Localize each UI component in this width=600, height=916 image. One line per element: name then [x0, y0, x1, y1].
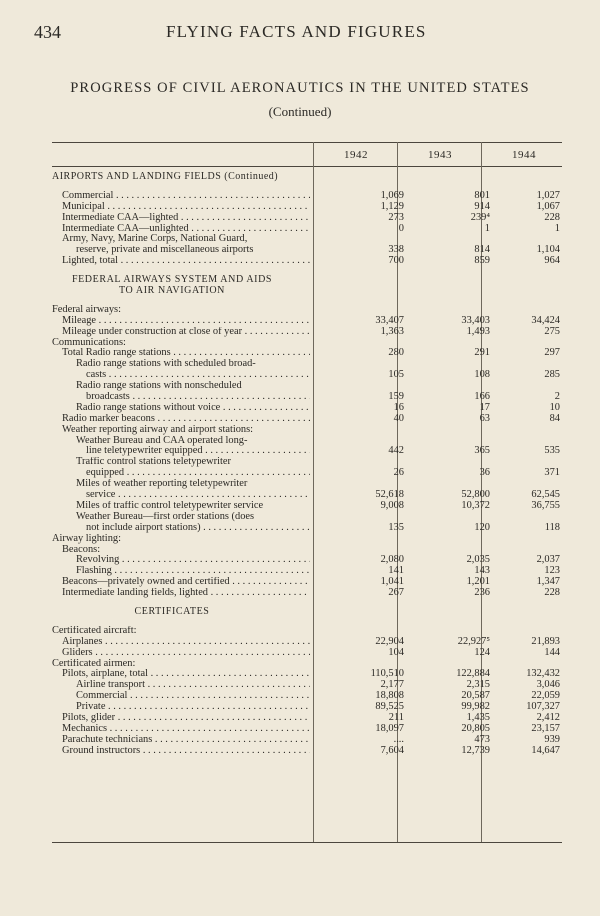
- cell-1943: 239⁴: [470, 211, 490, 223]
- row-label: Army, Navy, Marine Corps, National Guard,: [62, 234, 248, 245]
- table-row: [52, 534, 562, 545]
- table-row: [52, 348, 562, 359]
- cell-1943: 17: [479, 401, 490, 413]
- row-label: Intermediate landing fields, lighted . . .: [62, 588, 310, 599]
- row-label: Pilots, glider . . .: [62, 713, 310, 724]
- cell-1944: 118: [544, 521, 560, 533]
- table-body: [52, 172, 562, 757]
- cell-1943: 1,493: [466, 325, 490, 337]
- cell-1944: 228: [544, 587, 560, 599]
- cell-1943: 120: [474, 521, 490, 533]
- cell-1942: 16: [393, 401, 404, 413]
- cell-1942: 211: [388, 711, 404, 723]
- row-label: Mileage under construction at close of year . . .: [62, 327, 310, 338]
- cell-1943: 10,372: [461, 499, 490, 511]
- row-label: casts . . .: [86, 370, 310, 381]
- row-label: Ground instructors . . .: [62, 746, 310, 757]
- row-label: Parachute technicians . . .: [62, 735, 310, 746]
- cell-1943: 473: [474, 733, 490, 745]
- cell-1942: 22,904: [375, 635, 404, 647]
- cell-1943: 124: [474, 646, 490, 658]
- table-row: [52, 425, 562, 436]
- cell-1944: 62,545: [531, 489, 560, 501]
- row-label: Lighted, total . . .: [62, 256, 310, 267]
- cell-1943: 99,982: [461, 701, 490, 713]
- header-top-rule: [52, 142, 562, 143]
- table-row: [52, 414, 562, 425]
- table-row: [52, 213, 562, 224]
- cell-1943: 108: [474, 369, 490, 381]
- row-label: Certificated airmen:: [52, 658, 136, 669]
- row-label: Flashing . . .: [76, 566, 310, 577]
- cell-1942: 0: [398, 222, 404, 234]
- cell-1944: 3,046: [536, 679, 560, 691]
- row-label: Mileage . . .: [62, 316, 310, 327]
- cell-1944: 36,755: [531, 499, 560, 511]
- cell-1944: 132,432: [526, 668, 560, 680]
- cell-1944: 2,412: [536, 711, 560, 723]
- row-label: broadcasts . . .: [86, 392, 310, 403]
- cell-1944: 275: [544, 325, 560, 337]
- cell-1942: 26: [393, 467, 404, 479]
- cell-1942: 33,407: [375, 314, 404, 326]
- table-row: [52, 648, 562, 659]
- cell-1944: 2,037: [536, 554, 560, 566]
- row-spacer: [52, 599, 562, 607]
- cell-1943: 63: [479, 412, 490, 424]
- running-head: FLYING FACTS AND FIGURES: [166, 22, 427, 41]
- row-label: Miles of traffic control teletypewriter service: [76, 500, 264, 511]
- cell-1942: ....: [393, 733, 404, 745]
- row-label: Municipal . . .: [62, 202, 310, 213]
- row-label: Airway lighting:: [52, 533, 121, 544]
- cell-1942: 1,363: [380, 325, 404, 337]
- cell-1944: 84: [549, 412, 560, 424]
- cell-1942: 267: [388, 587, 404, 599]
- row-label: Private . . .: [76, 702, 310, 713]
- cell-1943: 859: [474, 255, 490, 267]
- table-row: [52, 607, 562, 618]
- cell-1942: 1,129: [380, 200, 404, 212]
- cell-1942: 89,525: [375, 701, 404, 713]
- cell-1944: 535: [544, 445, 560, 457]
- cell-1942: 2,177: [380, 679, 404, 691]
- row-label: Pilots, airplane, total . . .: [62, 669, 310, 680]
- cell-1943: 33,403: [461, 314, 490, 326]
- cell-1942: 1,041: [380, 576, 404, 588]
- table-row: [52, 501, 562, 512]
- row-label: Radio range stations without voice . . .: [76, 403, 310, 414]
- cell-1943: 122,884: [456, 668, 490, 680]
- row-label: line teletypewriter equipped . . .: [86, 446, 310, 457]
- cell-1943: 166: [474, 391, 490, 403]
- cell-1942: 280: [388, 347, 404, 359]
- table-row: [52, 735, 562, 746]
- column-header-1943: 1943: [428, 149, 452, 161]
- cell-1943: 143: [474, 565, 490, 577]
- table-row: [52, 637, 562, 648]
- row-label: service . . .: [86, 490, 310, 501]
- row-label: Total Radio range stations . . .: [62, 348, 310, 359]
- cell-1944: 14,647: [531, 744, 560, 756]
- cell-1944: 939: [544, 733, 560, 745]
- cell-1944: 34,424: [531, 314, 560, 326]
- row-label: Commercial . . .: [62, 191, 310, 202]
- cell-1942: 273: [388, 211, 404, 223]
- row-label: Radio range stations with nonscheduled: [76, 381, 242, 392]
- row-label: Airline transport . . .: [76, 680, 310, 691]
- row-label: Intermediate CAA—lighted . . .: [62, 213, 310, 224]
- section-heading: CERTIFICATES: [134, 605, 210, 617]
- row-label: Radio range stations with scheduled broad-: [76, 359, 256, 370]
- cell-1943: 1,435: [466, 711, 490, 723]
- row-label: equipped . . .: [86, 468, 310, 479]
- table-row: [52, 588, 562, 599]
- cell-1943: 20,587: [461, 690, 490, 702]
- cell-1944: 228: [544, 211, 560, 223]
- cell-1942: 105: [388, 369, 404, 381]
- row-label: Mechanics . . .: [62, 724, 310, 735]
- cell-1944: 964: [544, 255, 560, 267]
- cell-1942: 18,808: [375, 690, 404, 702]
- row-label: Federal airways:: [52, 304, 121, 315]
- cell-1944: 144: [544, 646, 560, 658]
- cell-1942: 110,510: [370, 668, 404, 680]
- table-row: [52, 468, 562, 479]
- table-bottom-rule: [52, 842, 562, 843]
- cell-1943: 1: [484, 222, 490, 234]
- cell-1943: 12,739: [461, 744, 490, 756]
- cell-1943: 814: [474, 244, 490, 256]
- cell-1944: 297: [544, 347, 560, 359]
- row-label: Weather Bureau—first order stations (does: [76, 511, 255, 522]
- cell-1943: 236: [474, 587, 490, 599]
- row-label: reserve, private and miscellaneous airports: [76, 245, 254, 256]
- section-heading: AIRPORTS AND LANDING FIELDS (Continued): [52, 171, 279, 182]
- column-header-1944: 1944: [512, 149, 536, 161]
- cell-1944: 23,157: [531, 722, 560, 734]
- table-title: PROGRESS OF CIVIL AERONAUTICS IN THE UNITED STATES: [70, 80, 530, 96]
- row-label: Radio marker beacons . . .: [62, 414, 310, 425]
- cell-1943: 2,035: [466, 554, 490, 566]
- cell-1942: 7,604: [380, 744, 404, 756]
- cell-1944: 2: [554, 391, 560, 403]
- table-row: [52, 256, 562, 267]
- cell-1942: 40: [393, 412, 404, 424]
- cell-1943: 22,927⁵: [457, 635, 490, 647]
- row-label: Communications:: [52, 337, 126, 348]
- row-label: Miles of weather reporting teletypewriter: [76, 479, 248, 490]
- row-label: Certificated aircraft:: [52, 625, 137, 636]
- cell-1942: 1,069: [380, 189, 404, 201]
- table-row: [52, 224, 562, 235]
- cell-1944: 1,347: [536, 576, 560, 588]
- table-row: [52, 446, 562, 457]
- cell-1942: 159: [388, 391, 404, 403]
- cell-1944: 371: [544, 467, 560, 479]
- row-label: Weather Bureau and CAA operated long-: [76, 435, 248, 446]
- cell-1942: 135: [388, 521, 404, 533]
- cell-1942: 338: [388, 244, 404, 256]
- table-subtitle: (Continued): [268, 104, 332, 119]
- cell-1943: 36: [479, 467, 490, 479]
- row-label: Beacons—privately owned and certified . . .: [62, 577, 310, 588]
- cell-1943: 365: [474, 445, 490, 457]
- header-bottom-rule: [52, 166, 562, 167]
- row-label: Intermediate CAA—unlighted . . .: [62, 224, 310, 235]
- cell-1942: 2,080: [380, 554, 404, 566]
- cell-1944: 21,893: [531, 635, 560, 647]
- cell-1944: 1,104: [536, 244, 560, 256]
- cell-1943: 1,201: [466, 576, 490, 588]
- table-row: [52, 746, 562, 757]
- row-label: Commercial . . .: [76, 691, 310, 702]
- column-header-1942: 1942: [344, 149, 368, 161]
- cell-1942: 18,097: [375, 722, 404, 734]
- cell-1944: 1,027: [536, 189, 560, 201]
- cell-1944: 107,327: [526, 701, 560, 713]
- cell-1942: 52,618: [375, 489, 404, 501]
- table-row: [52, 172, 562, 183]
- cell-1942: 104: [388, 646, 404, 658]
- row-label: Beacons:: [62, 544, 101, 555]
- cell-1944: 22,059: [531, 690, 560, 702]
- cell-1944: 123: [544, 565, 560, 577]
- page-number: 434: [34, 22, 61, 42]
- row-spacer: [52, 297, 562, 305]
- row-label: not include airport stations) . . .: [86, 523, 310, 534]
- row-spacer: [52, 618, 562, 626]
- section-heading: TO AIR NAVIGATION: [119, 285, 225, 297]
- cell-1943: 914: [474, 200, 490, 212]
- cell-1944: 10: [549, 401, 560, 413]
- table-row: [52, 327, 562, 338]
- row-label: Weather reporting airway and airport stations:: [62, 424, 254, 435]
- cell-1944: 285: [544, 369, 560, 381]
- cell-1942: 442: [388, 445, 404, 457]
- section-heading: FEDERAL AIRWAYS SYSTEM AND AIDS: [71, 274, 273, 286]
- table-row: [52, 523, 562, 534]
- row-label: Revolving . . .: [76, 555, 310, 566]
- cell-1944: 1,067: [536, 200, 560, 212]
- row-label: Gliders . . .: [62, 648, 310, 659]
- cell-1943: 2,315: [466, 679, 490, 691]
- row-label: Traffic control stations teletypewriter: [76, 457, 231, 468]
- cell-1944: 1: [554, 222, 560, 234]
- cell-1943: 801: [474, 189, 490, 201]
- cell-1942: 141: [388, 565, 404, 577]
- cell-1943: 291: [474, 347, 490, 359]
- cell-1943: 20,805: [461, 722, 490, 734]
- row-label: Airplanes . . .: [62, 637, 310, 648]
- table-row: [52, 286, 562, 297]
- cell-1943: 52,800: [461, 489, 490, 501]
- cell-1942: 9,008: [380, 499, 404, 511]
- cell-1942: 700: [388, 255, 404, 267]
- table-row: [52, 370, 562, 381]
